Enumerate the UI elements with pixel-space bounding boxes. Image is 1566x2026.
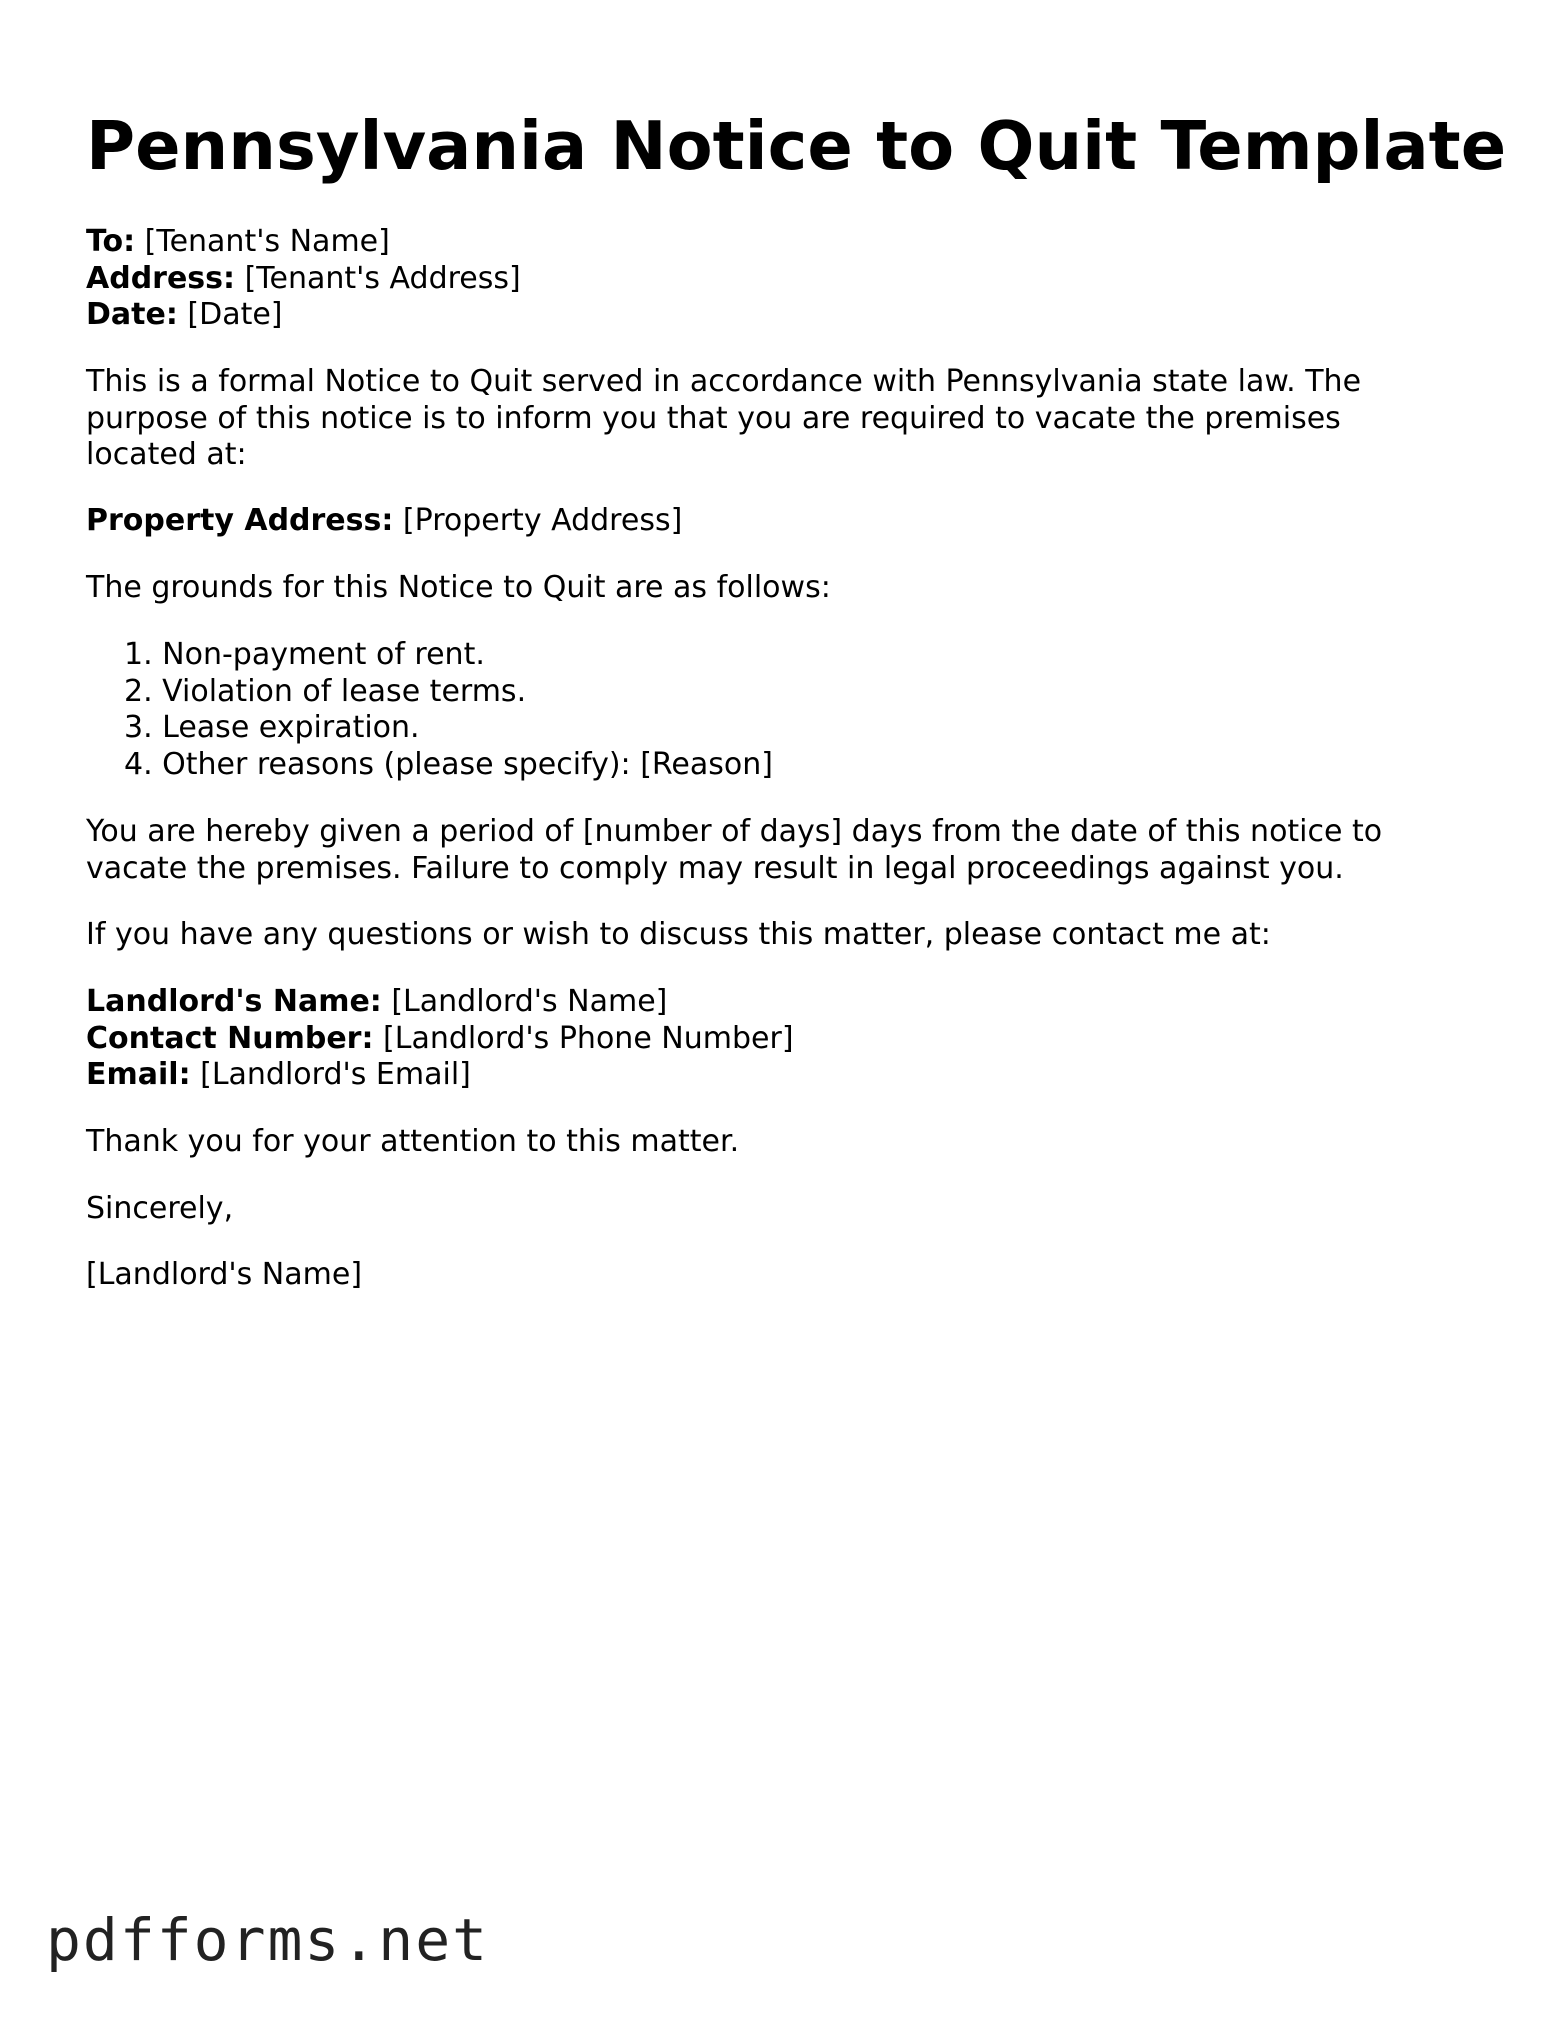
notice-period-paragraph (86, 814, 1382, 887)
contact-number-value: [Landlord's Phone Number] (383, 1020, 794, 1056)
closing-line: Sincerely, (86, 1191, 234, 1226)
address-value: [Tenant's Address] (244, 260, 521, 296)
landlord-name-label: Landlord's Name: (86, 984, 382, 1019)
to-field (86, 224, 521, 261)
email-label: Email: (86, 1057, 191, 1092)
to-label: To: (86, 224, 136, 259)
thanks-line: Thank you for your attention to this matter. (86, 1124, 740, 1159)
intro-paragraph (86, 364, 1361, 474)
landlord-name-field (86, 984, 794, 1021)
document-title: Pennsylvania Notice to Quit Template (86, 107, 1507, 185)
address-label: Address: (86, 260, 236, 296)
list-item: 2. Violation of lease terms. (124, 673, 527, 709)
list-item: 1. Non-payment of rent. (124, 637, 485, 672)
property-address-label: Property Address: (86, 503, 394, 538)
period-line: vacate the premises. Failure to comply may result in legal proceedings against you. (86, 850, 1344, 886)
list-item: 4. Other reasons (please specify): [Reason] (124, 746, 773, 782)
to-value: [Tenant's Name] (144, 224, 390, 259)
date-label: Date: (86, 297, 178, 332)
intro-line: located at: (86, 437, 247, 472)
property-address-field (86, 503, 682, 540)
intro-line: This is a formal Notice to Quit served in accordance with Pennsylvania state law. The (86, 364, 1362, 399)
contact-number-label: Contact Number: (86, 1020, 374, 1056)
address-field (86, 261, 521, 298)
contact-fields (86, 984, 794, 1094)
property-address-value: [Property Address] (402, 503, 683, 538)
header-fields (86, 224, 521, 334)
email-field (86, 1057, 794, 1094)
contact-number-field (86, 1021, 794, 1058)
intro-line: purpose of this notice is to inform you that you are required to vacate the premises (86, 400, 1341, 436)
list-item: 3. Lease expiration. (124, 710, 420, 745)
date-field (86, 297, 521, 334)
pdfforms-watermark: pdfforms.net (46, 1906, 490, 1974)
contact-intro: If you have any questions or wish to discuss this matter, please contact me at: (86, 917, 1271, 952)
period-line: You are hereby given a period of [number of days] days from the date of this notice to (86, 814, 1383, 849)
grounds-intro: The grounds for this Notice to Quit are as follows: (86, 570, 831, 605)
email-value: [Landlord's Email] (200, 1057, 471, 1092)
date-value: [Date] (187, 297, 283, 332)
grounds-list (124, 637, 773, 783)
signature-line: [Landlord's Name] (86, 1257, 363, 1292)
landlord-name-value: [Landlord's Name] (391, 984, 668, 1019)
